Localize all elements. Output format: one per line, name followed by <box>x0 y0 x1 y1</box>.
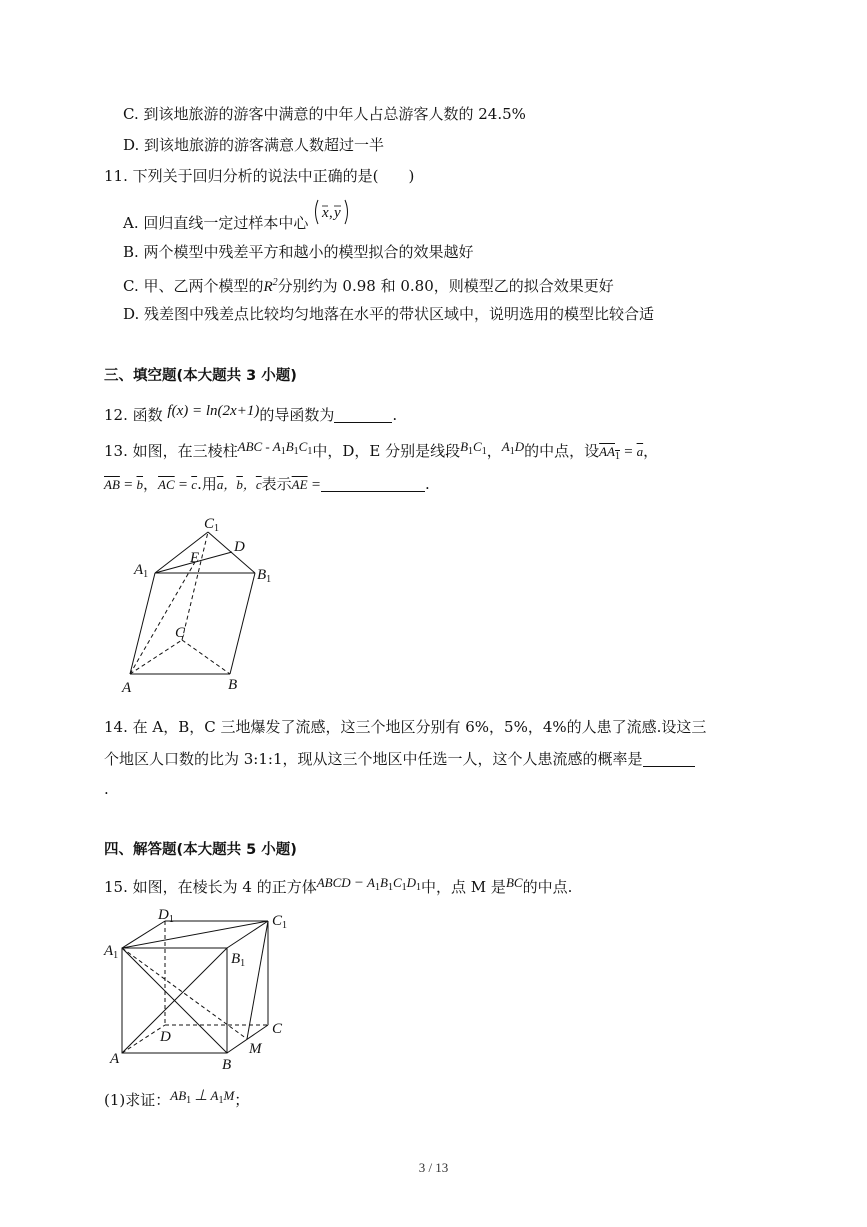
q12-function: f(x) = ln(2x+1) <box>167 403 260 419</box>
q13-pre: 13. 如图，在三棱柱 <box>104 442 238 460</box>
q13-vec-aa1: $AA_1 = \overline{a}$ <box>599 444 644 462</box>
q14-line2-text: 个地区人口数的比为 3:1:1，现从这三个地区中任选一人，这个人患流感的概率是 <box>104 750 643 768</box>
q13-vars: $\overline{a}$，$\overline{b}$，$\overline{c}$ <box>216 477 262 492</box>
q14-line1: 14. 在 A，B，C 三地爆发了流感，这三个地区分别有 6%，5%，4%的人患了流感.设这三 <box>104 718 707 736</box>
q15-pre: 15. 如图，在棱长为 4 的正方体 <box>104 878 317 896</box>
fig13-label-a1: $A_1$ <box>134 562 149 580</box>
q15-stem <box>104 877 572 903</box>
q13-line2: $\overline{AB} = \overline{b}$，$\overline{AC} = \overline{c}$.用$\overline{a}$，$\overline{b}$，$\overline{c}$表示$\overline{AE}$ = . <box>104 475 430 493</box>
fig15-label-a1: $A_1$ <box>104 943 119 961</box>
q10-option-d: D. 到该地旅游的游客满意人数超过一半 <box>123 136 385 154</box>
svg-text:,: , <box>329 205 333 221</box>
q15-bc: BC <box>505 875 523 890</box>
q13-comma: ， <box>643 442 659 460</box>
q12 <box>104 405 397 426</box>
cube-figure <box>100 903 300 1073</box>
q15-post: 的中点. <box>522 878 573 896</box>
q11-option-c <box>123 273 614 297</box>
fig15-label-c: C <box>272 1021 283 1037</box>
fig13-label-d: D <box>234 539 245 555</box>
fig13-label-c: C <box>175 625 186 641</box>
q15-part1-math: $AB_1$ ⊥ $A_1M$ <box>170 1088 235 1106</box>
q15-cube: ABCD − $A_1B_1C_1D_1$ <box>316 875 422 893</box>
q13-line1 <box>104 441 658 467</box>
sample-center-formula <box>313 202 353 220</box>
q12-end: . <box>392 406 398 424</box>
q13-seg-b1c1: $B_1C_1$ <box>460 439 487 457</box>
q11-option-a <box>123 205 353 238</box>
r-squared: $R^2$ <box>263 277 278 295</box>
page-number: 3 / 13 <box>418 1160 449 1175</box>
q13-vec-ae: $\overline{AE}$ = <box>291 477 321 493</box>
fig13-label-b1: $B_1$ <box>257 567 272 585</box>
fig13-label-b: B <box>228 677 238 693</box>
fig15-label-b: B <box>222 1057 232 1073</box>
q13-end: . <box>424 475 430 493</box>
fig15-label-d1: $D_1$ <box>158 907 174 925</box>
sample-center-svg <box>313 198 353 226</box>
q13-answer-blank[interactable] <box>321 475 425 492</box>
q15-mid: 中，点 M 是 <box>421 878 506 896</box>
q15-part1-pre: (1)求证： <box>104 1091 171 1109</box>
q13-prism: ABC - $A_1B_1C_1$ <box>237 439 313 457</box>
prism-figure <box>120 512 280 697</box>
fig15-label-c1: $C_1$ <box>272 913 288 931</box>
q14-line3: . <box>104 780 109 798</box>
q12-post: 的导函数为 <box>259 406 335 424</box>
q13-use: .用 <box>197 475 217 493</box>
svg-text:x: x <box>322 205 329 221</box>
q12-pre: 12. 函数 <box>104 406 163 424</box>
q11-option-c-pre: C. 甲、乙两个模型的 <box>123 277 264 295</box>
q14-line2 <box>104 749 695 769</box>
q13-mid: 中，D，E 分别是线段 <box>312 442 461 460</box>
q13-vec-ac: $\overline{AC} = \overline{c}$ <box>158 477 198 493</box>
q15-part1-end: ； <box>234 1091 250 1109</box>
q15-part1 <box>104 1090 249 1116</box>
q13-vec-ab: $\overline{AB} = \overline{b}$ <box>104 477 144 493</box>
q11-option-a-text: A. 回归直线一定过样本中心 <box>123 214 309 232</box>
q11-option-d: D. 残差图中残差点比较均匀地落在水平的带状区域中，说明选用的模型比较合适 <box>123 305 655 323</box>
section-heading-4: 四、解答题(本大题共 5 小题) <box>104 842 297 858</box>
fig13-label-c1: $C_1$ <box>204 516 220 534</box>
q12-answer-blank[interactable] <box>334 406 392 423</box>
q13-express: 表示 <box>261 475 292 493</box>
q11-stem: 11. 下列关于回归分析的说法中正确的是( ) <box>104 167 415 185</box>
q13-seg-a1d: $A_1D$ <box>501 439 525 457</box>
q11-option-c-post: 分别约为 0.98 和 0.80，则模型乙的拟合效果更好 <box>277 277 614 295</box>
fig15-label-d: D <box>160 1029 171 1045</box>
q10-option-c: C. 到该地旅游的游客中满意的中年人占总游客人数的 24.5% <box>123 105 526 123</box>
q14-answer-blank[interactable] <box>643 750 695 767</box>
fig15-label-m: M <box>249 1041 262 1057</box>
fig13-label-a: A <box>122 680 132 696</box>
q13-post: 的中点，设 <box>524 442 600 460</box>
fig13-label-e: E <box>190 550 200 566</box>
q13-sep: ， <box>486 442 502 460</box>
fig15-label-b1: $B_1$ <box>231 951 246 969</box>
fig15-label-a: A <box>110 1051 120 1067</box>
section-heading-3: 三、填空题(本大题共 3 小题) <box>104 368 297 384</box>
svg-text:y: y <box>334 205 341 221</box>
q11-option-b: B. 两个模型中残差平方和越小的模型拟合的效果越好 <box>123 243 474 261</box>
